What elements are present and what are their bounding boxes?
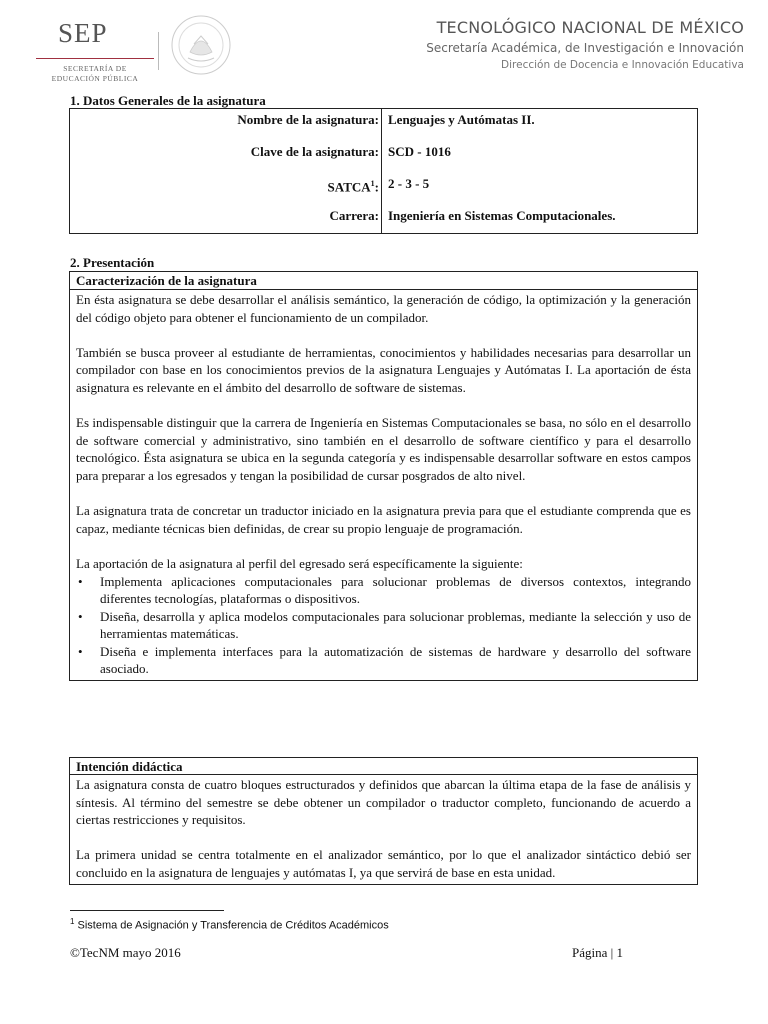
satca-text: SATCA [327,179,371,195]
paragraph: En ésta asignatura se debe desarrollar el análisis semántico, la generación de código, la optimización y la generación del código objeto para obtener el funcionamiento de un compilador. [76,292,691,325]
direction-name: Dirección de Docencia e Innovación Educativa [501,59,744,71]
paragraph: La primera unidad se centra totalmente en el analizador semántico, por lo que el analizador sintáctico debió ser concluido en la asignatura de lenguajes y autómatas I, ya que servirá de base en esta unidad. [76,847,691,880]
footnote-ref: 1 [370,179,375,188]
footnote [70,917,389,932]
institution-name: TECNOLÓGICO NACIONAL DE MÉXICO [436,18,744,37]
value-satca: 2 - 3 - 5 [388,176,430,191]
section2-title: 2. Presentación [70,255,155,270]
bullet-icon: • [78,573,83,589]
value-carrera: Ingeniería en Sistemas Computacionales. [388,208,616,223]
label-carrera: Carrera: [329,208,379,223]
value-clave: SCD - 1016 [388,144,451,159]
paragraph: La aportación de la asignatura al perfil del egresado será específicamente la siguiente: [76,555,523,571]
sep-logo [30,14,160,83]
value-nombre: Lenguajes y Autómatas II. [388,112,535,127]
caracterizacion-heading: Caracterización de la asignatura [70,272,697,290]
general-data-table [69,108,698,234]
caracterizacion-body [70,290,697,680]
list-item-text: Diseña e implementa interfaces para la automatización de sistemas de hardware y desarrollo del software asociado. [100,643,691,677]
paragraph: La asignatura trata de concretar un traductor iniciado en la asignatura previa para que el estudiante comprenda que es capaz, mediante técnicas bien definidas, de crear su propio lenguaje de programación. [76,503,691,536]
paragraph: También se busca proveer al estudiante de herramientas, conocimientos y habilidades necesarias para desarrollar un compilador con base en los conocimientos previos de la asignatura Lenguajes y Autómatas I. La aportación de ésta asignatura es relevante en el ámbito del desarrollo de software de sistemas. [76,344,691,395]
satca-colon: : [374,179,379,195]
list-item-text: Implementa aplicaciones computacionales para solucionar problemas de diversos contextos, integrando diferentes tecnologías, plataformas o dispositivos. [100,573,691,607]
label-nombre: Nombre de la asignatura: [237,112,379,127]
footnote-mark: 1 [70,917,75,926]
footnote-text: Sistema de Asignación y Transferencia de Créditos Académicos [77,919,389,932]
paragraph: Es indispensable distinguir que la carrera de Ingeniería en Sistemas Computacionales se basa, no sólo en el desarrollo de software comercial y administrativo, sino también en el desarrollo de software científico y para el desarrollo tecnológico. Ésta asignatura se ubica en la segunda categoría y es indispensable desarrollar software en estos campos para preparar a los egresados y tengan la posibilidad de cursar posgrados de alto nivel. [76,415,691,483]
header-divider [158,32,159,70]
sep-accent-line [36,58,154,59]
intencion-heading: Intención didáctica [70,757,697,775]
intencion-box [69,757,698,885]
label-clave: Clave de la asignatura: [250,144,379,159]
footnote-separator [70,910,224,911]
list-item [76,643,691,678]
bullet-icon: • [78,643,83,659]
general-data-labels [70,109,382,234]
list-item-text: Diseña, desarrolla y aplica modelos computacionales para solucionar problemas, mediante la selección y uso de herramientas matemáticas. [100,608,691,642]
sep-wordmark: SEP [58,18,108,48]
secretariat-name: Secretaría Académica, de Investigación e Innovación [426,41,744,55]
paragraph: La asignatura consta de cuatro bloques estructurados y definidos que abarcan la última etapa de la fase de análisis y síntesis. Al término del semestre se debe obtener un compilador o traductor completo, funcionando de acuerdo a ciertas restricciones y requisitos. [76,777,691,828]
sep-subtitle-line1: SECRETARÍA DE [63,64,127,73]
national-seal-icon [170,14,232,76]
caracterizacion-box [69,271,698,681]
profile-list [76,573,691,679]
sep-subtitle-line2: EDUCACIÓN PÚBLICA [51,74,139,83]
bullet-icon: • [78,608,83,624]
footer-copyright: ©TecNM mayo 2016 [70,945,181,960]
table-row [70,109,698,234]
list-item [76,573,691,608]
institution-header [426,18,744,71]
section1-title: 1. Datos Generales de la asignatura [70,93,266,108]
label-satca [70,173,379,205]
list-item [76,608,691,643]
general-data-values [382,109,698,234]
intencion-body [70,775,697,884]
footer-page-number: Página | 1 [572,945,623,960]
